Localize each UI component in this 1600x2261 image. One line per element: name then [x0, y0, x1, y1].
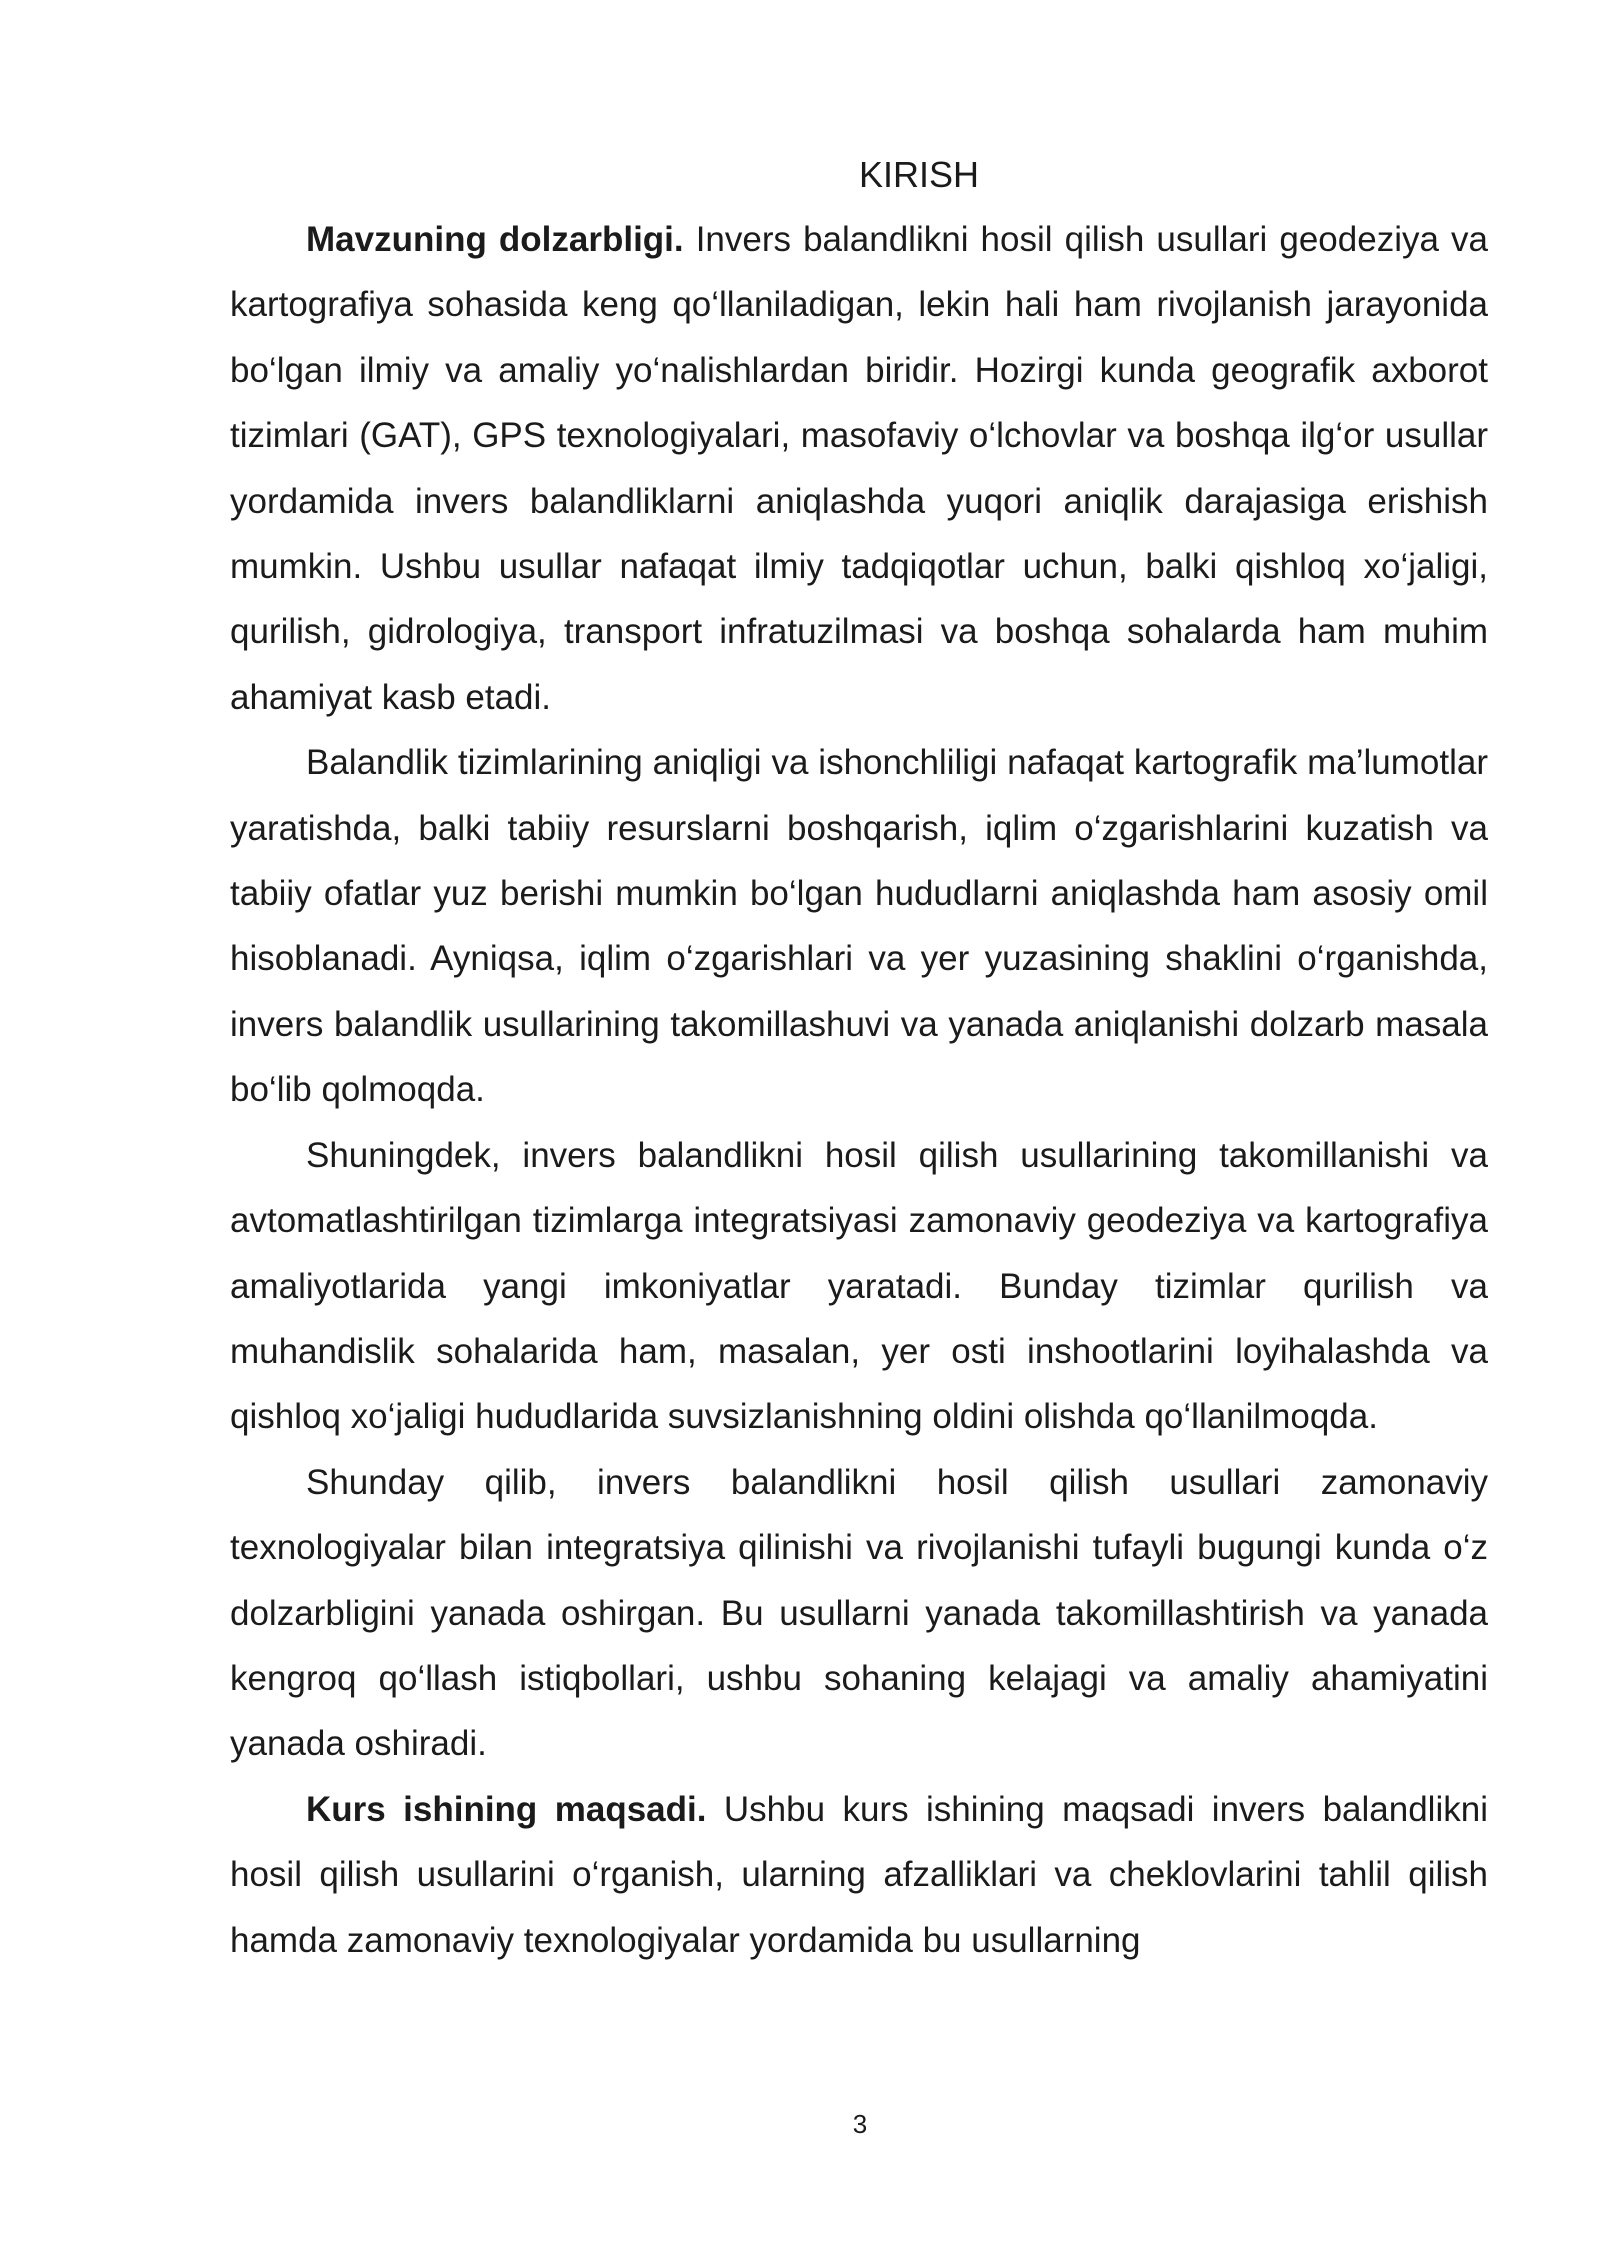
paragraph-accuracy	[230, 730, 1488, 1122]
paragraph-goal	[230, 1777, 1488, 1973]
page-title: KIRISH	[858, 154, 980, 195]
paragraph-lead: Kurs ishining maqsadi.	[306, 1789, 707, 1829]
page-number: 3	[852, 2109, 868, 2139]
paragraph-text: Ushbu kurs ishining maqsadi invers balandlikni hosil qilish usullarini o‘rganish, ularning afzalliklari va cheklovlarini tahlil qilish hamda zamonaviy texnologiyalar yordamida bu usullarning	[230, 1789, 1488, 1960]
paragraph-conclusion	[230, 1450, 1488, 1777]
paragraph-text: Shunday qilib, invers balandlikni hosil qilish usullari zamonaviy texnologiyalar bilan integratsiya qilinishi va rivojlanishi tufayli bugungi kunda o‘z dolzarbligini yanada oshirgan. Bu usullarni yanada takomillashtirish va yanada kengroq qo‘llash istiqbollari, ushbu sohaning kelajagi va amaliy ahamiyatini yanada oshiradi.	[230, 1462, 1488, 1764]
paragraph-text: Invers balandlikni hosil qilish usullari geodeziya va kartografiya sohasida keng qo‘llaniladigan, lekin hali ham rivojlanish jarayonida bo‘lgan ilmiy va amaliy yo‘nalishlardan biridir. Hozirgi kunda geografik axborot tizimlari (GAT), GPS texnologiyalari, masofaviy o‘lchovlar va boshqa ilg‘or usullar yordamida invers balandliklarni aniqlashda yuqori aniqlik darajasiga erishish mumkin. Ushbu usullar nafaqat ilmiy tadqiqotlar uchun, balki qishloq xo‘jaligi, qurilish, gidrologiya, transport infratuzilmasi va boshqa sohalarda ham muhim ahamiyat kasb etadi.	[230, 220, 1488, 717]
page-content	[230, 145, 1488, 1973]
paragraph-integration	[230, 1123, 1488, 1450]
paragraph-text: Shuningdek, invers balandlikni hosil qilish usullarining takomillanishi va avtomatlashtirilgan tizimlarga integratsiyasi zamonaviy geodeziya va kartografiya amaliyotlarida yangi imkoniyatlar yaratadi. Bunday tizimlar qurilish va muhandislik sohalarida ham, masalan, yer osti inshootlarini loyihalashda va qishloq xo‘jaligi hududlarida suvsizlanishning oldini olishda qo‘llanilmoqda.	[230, 1135, 1488, 1437]
paragraph-lead: Mavzuning dolzarbligi.	[306, 220, 684, 259]
paragraph-relevance	[230, 207, 1488, 730]
paragraph-text: Balandlik tizimlarining aniqligi va ishonchliligi nafaqat kartografik ma’lumotlar yaratishda, balki tabiiy resurslarni boshqarish, iqlim o‘zgarishlarini kuzatish va tabiiy ofatlar yuz berishi mumkin bo‘lgan hududlarni aniqlashda ham asosiy omil hisoblanadi. Ayniqsa, iqlim o‘zgarishlari va yer yuzasining shaklini o‘rganishda, invers balandlik usullarining takomillashuvi va yanada aniqlanishi dolzarb masala bo‘lib qolmoqda.	[230, 743, 1488, 1110]
